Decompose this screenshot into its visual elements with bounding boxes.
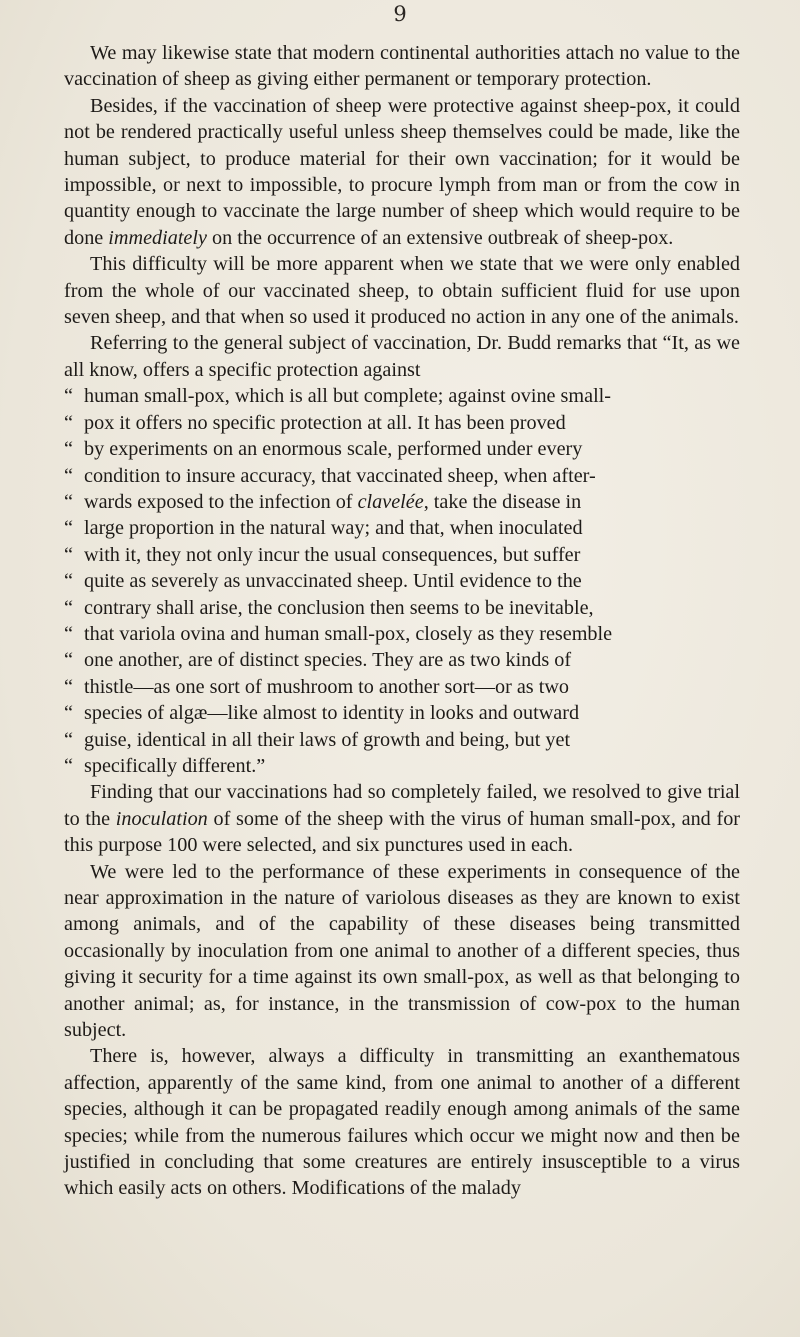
quote-line: “ condition to insure accuracy, that vaccinated sheep, when after- xyxy=(64,463,740,489)
quote-mark: “ xyxy=(64,675,73,698)
italic-clavelee: clavelée xyxy=(357,490,424,513)
quote-mark: “ xyxy=(64,438,73,461)
paragraph-finding-text: Finding that our vaccinations had so completely failed, we resolved to give trial to the xyxy=(64,781,740,830)
quote-mark: “ xyxy=(64,570,73,593)
quote-mark: “ xyxy=(64,702,73,725)
italic-immediately: immediately xyxy=(108,226,207,249)
quote-line: It, as we all know, offers a specific protection against xyxy=(64,332,740,381)
quote-line: “ specifically different.” xyxy=(64,753,740,779)
quote-line: “ human small-pox, which is all but complete; against ovine small- xyxy=(64,383,740,409)
quote-mark: “ xyxy=(64,728,73,751)
quote-mark: “ xyxy=(64,596,73,619)
paragraph-difficulty: This difficulty will be more apparent when we state that we were only enabled from the whole of our vaccinated sheep, to obtain sufficient fluid for use upon seven sheep, and that when so used it produced no action in any one of the animals. xyxy=(64,253,740,329)
paragraph-exanthematous: There is, however, always a difficulty in transmitting an exanthematous affection, apparently of the same kind, from one animal to another of a different species, although it can be propagated readily enough among animals of the same species; while from the numerous failures which occur we might now and then be justified in concluding that some creatures are entirely insusceptible to a virus which easily acts on others. Modifications of the malady xyxy=(64,1045,740,1200)
quote-mark: “ xyxy=(64,649,73,672)
quote-line: “ with it, they not only incur the usual consequences, but suffer xyxy=(64,542,740,568)
paragraph-besides xyxy=(64,93,740,251)
quote-line: “ wards exposed to the infection of clavelée, take the disease in xyxy=(64,489,740,515)
quote-line: “ large proportion in the natural way; and that, when inoculated xyxy=(64,515,740,541)
quote-line: “ pox it offers no specific protection at all. It has been proved xyxy=(64,410,740,436)
paragraph-besides-tail: on the occurrence of an extensive outbreak of sheep-pox. xyxy=(212,226,674,249)
quote-line: “ that variola ovina and human small-pox, closely as they resemble xyxy=(64,621,740,647)
paragraph-besides-text: Besides, if the vaccination of sheep were protective against sheep-pox, it could not be rendered practically useful unless sheep themselves could be made, like the human subject, to produce material for their own vaccination; for it would be impossible, or next to impossible, to procure lymph from man or from the cow in quantity enough to vaccinate the large number of sheep which would require to be done xyxy=(64,94,740,249)
quote-line: “ species of algæ—like almost to identity in looks and outward xyxy=(64,700,740,726)
quote-mark: “ xyxy=(64,490,73,513)
quote-line: “ one another, are of distinct species. They are as two kinds of xyxy=(64,647,740,673)
italic-inoculation: inoculation xyxy=(115,807,208,830)
quote-mark: “ xyxy=(64,517,73,540)
quote-mark: “ xyxy=(64,754,73,777)
paragraph-finding-tail: of some of the sheep with the virus of human small-pox, and for this purpose 100 were selected, and six punctures used in each. xyxy=(64,807,741,857)
paragraph-finding xyxy=(64,779,740,858)
quote-mark: “ xyxy=(64,543,73,566)
paragraph-budd xyxy=(64,330,740,383)
document-body xyxy=(64,40,740,1202)
quote-mark: “ xyxy=(64,464,73,487)
quote-mark: “ xyxy=(64,622,73,645)
quote-mark: “ xyxy=(64,385,73,408)
quote-line: “ contrary shall arise, the conclusion then seems to be inevitable, xyxy=(64,595,740,621)
paragraph-budd-text: Referring to the general subject of vaccination, Dr. Budd remarks that xyxy=(90,332,658,355)
quote-line: “ guise, identical in all their laws of growth and being, but yet xyxy=(64,727,740,753)
paragraph-experiments: We were led to the performance of these experiments in consequence of the near approximation in the nature of variolous diseases as they are known to exist among animals, and of the capability of these diseases being transmitted occasionally by inoculation from one animal to another of a different species, thus giving it security for a time against its own small-pox, as well as that belonging to another animal; as, for instance, in the transmission of cow-pox to the human subject. xyxy=(64,860,740,1042)
page-number: 9 xyxy=(393,2,407,26)
quote-open-mark: “ xyxy=(662,332,672,355)
paragraph-continental-authorities: We may likewise state that modern continental authorities attach no value to the vaccination of sheep as giving either permanent or temporary protection. xyxy=(64,42,740,91)
quote-line: “ thistle—as one sort of mushroom to another sort—or as two xyxy=(64,674,740,700)
quote-line: “ quite as severely as unvaccinated sheep. Until evidence to the xyxy=(64,568,740,594)
quote-mark: “ xyxy=(64,411,73,434)
quote-line: “ by experiments on an enormous scale, performed under every xyxy=(64,436,740,462)
